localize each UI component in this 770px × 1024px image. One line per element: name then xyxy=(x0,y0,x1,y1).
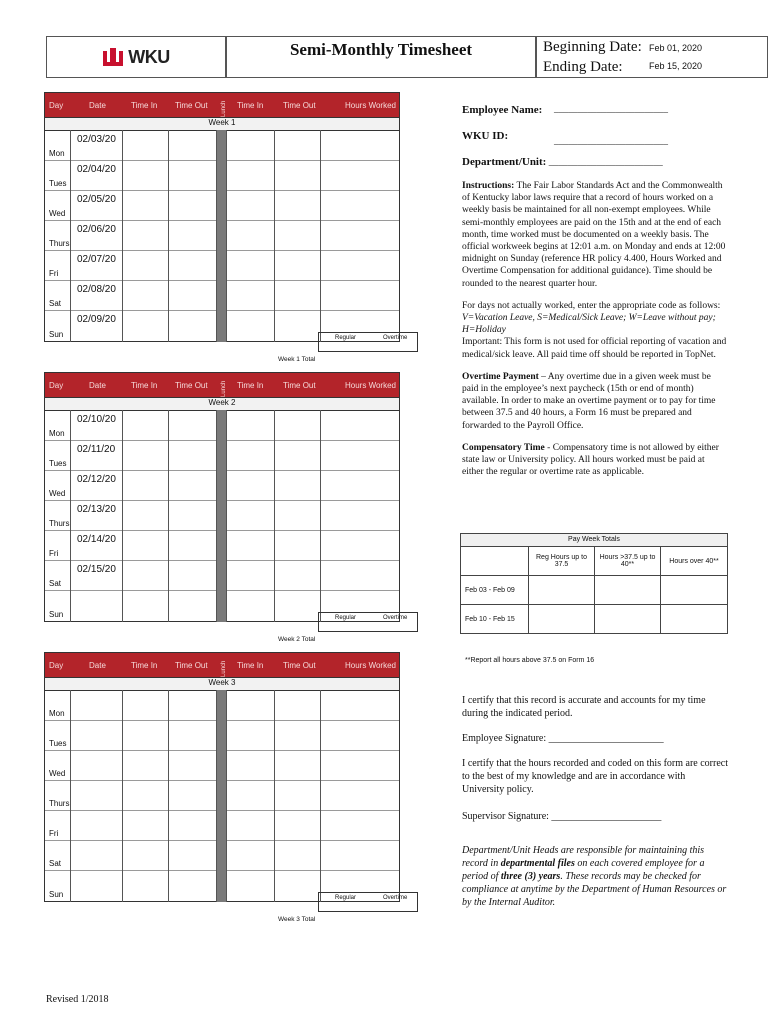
supervisor-cert-text: I certify that the hours recorded and coded on this form are correct to the best of my knowledge and are in accordance with University policy. xyxy=(462,758,728,795)
wku-cupola-icon xyxy=(102,47,124,67)
pay-week-1-over[interactable] xyxy=(661,576,727,604)
regular-label: Regular xyxy=(335,335,357,341)
day-name: Tues xyxy=(49,739,67,748)
day-date[interactable]: 02/06/20 xyxy=(77,224,116,235)
week-label: Week 3 xyxy=(44,678,400,690)
lunch-column xyxy=(216,410,226,622)
ending-date-value[interactable]: Feb 15, 2020 xyxy=(649,61,703,71)
retention-c: on each covered employee for a period of xyxy=(462,858,705,882)
week-totals-box xyxy=(318,892,418,912)
col-time-in: Time In xyxy=(131,101,158,110)
col-hours-worked: Hours Worked xyxy=(345,661,396,670)
col-time-in: Time In xyxy=(131,661,158,670)
col-time-in: Time In xyxy=(131,381,158,390)
retention-notice xyxy=(462,844,728,909)
beginning-date-label: Beginning Date: xyxy=(543,39,642,55)
col-time-out-2: Time Out xyxy=(283,381,316,390)
beginning-date-value[interactable]: Feb 01, 2020 xyxy=(649,43,703,53)
instructions-body: The Fair Labor Standards Act and the Commonwealth of Kentucky labor laws require that a record of hours worked on a weekly basis be maintained for all non-exempt employees. While semi-monthly employees are paid on the 15th and at the end of each month, time worked must be documented on a weekly basis. The official workweek begins at 12:01 a.m. on Monday and ends at 12:00 midnight on Sunday (reference HR policy 4.400, Hours Worked and Overtime Compensation for additional guidance). Time should be rounded to the nearest quarter hour. xyxy=(462,181,726,289)
week-total-label: Week 3 Total xyxy=(278,916,316,923)
form-16-note: **Report all hours above 37.5 on Form 16 xyxy=(465,657,595,664)
column-header-row xyxy=(44,372,400,398)
important-note: Important: This form is not used for official reporting of vacation and medical/sick leave. All paid time off should be reported in TopNet. xyxy=(462,337,727,360)
col-time-out: Time Out xyxy=(175,381,208,390)
day-date[interactable]: 02/10/20 xyxy=(77,414,116,425)
col-day: Day xyxy=(49,101,64,110)
day-date[interactable]: 02/12/20 xyxy=(77,474,116,485)
day-name: Wed xyxy=(49,489,66,498)
reg-hours-header: Reg Hours up to 37.5 xyxy=(529,547,595,575)
column-header-row xyxy=(44,92,400,118)
day-name: Mon xyxy=(49,429,65,438)
instructions-text xyxy=(462,180,728,478)
day-name: Fri xyxy=(49,269,59,278)
date-range xyxy=(536,36,768,78)
col-time-out: Time Out xyxy=(175,661,208,670)
day-name: Tues xyxy=(49,179,67,188)
retention-e: . These records may be checked for compliance at anytime by the Department of Human Resources or by the Internal Auditor. xyxy=(462,871,727,908)
employee-cert-text: I certify that this record is accurate and accounts for my time during the indicated period. xyxy=(462,695,706,719)
col-time-in-2: Time In xyxy=(237,381,264,390)
pay-week-2-mid[interactable] xyxy=(595,605,661,633)
day-name: Sun xyxy=(49,330,64,339)
overtime-lead: Overtime Payment xyxy=(462,371,539,382)
day-name: Thurs xyxy=(49,239,70,248)
day-date[interactable]: 02/14/20 xyxy=(77,534,116,545)
comp-time-lead: Compensatory Time xyxy=(462,442,545,453)
col-lunch: Lunch xyxy=(221,660,227,677)
comp-time-body: - Compensatory time is not allowed by either state law or University policy. All hours worked must be paid at either the regular or overtime rate as applicable. xyxy=(462,442,719,478)
col-time-in-2: Time In xyxy=(237,101,264,110)
day-name: Fri xyxy=(49,549,59,558)
day-date[interactable]: 02/07/20 xyxy=(77,254,116,265)
retention-a: Department/Unit Heads are responsible for maintaining this record in xyxy=(462,845,705,869)
overtime-label: Overtime xyxy=(383,615,408,621)
day-date[interactable]: 02/13/20 xyxy=(77,504,116,515)
page-title: Semi-Monthly Timesheet xyxy=(226,36,536,78)
col-lunch: Lunch xyxy=(221,380,227,397)
col-time-out-2: Time Out xyxy=(283,101,316,110)
col-date: Date xyxy=(89,101,106,110)
col-time-in-2: Time In xyxy=(237,661,264,670)
day-name: Thurs xyxy=(49,799,70,808)
retention-b: departmental files xyxy=(500,858,575,869)
day-date[interactable]: 02/11/20 xyxy=(77,444,116,455)
day-name: Sat xyxy=(49,859,62,868)
week-label: Week 2 xyxy=(44,398,400,410)
day-name: Tues xyxy=(49,459,67,468)
wku-id-label: WKU ID: xyxy=(462,130,509,142)
lunch-column xyxy=(216,130,226,342)
day-date[interactable]: 02/15/20 xyxy=(77,564,116,575)
pay-week-totals-table xyxy=(460,533,728,634)
day-date[interactable]: 02/03/20 xyxy=(77,134,116,145)
revised-footer: Revised 1/2018 xyxy=(46,994,109,1005)
day-name: Wed xyxy=(49,209,66,218)
week-total-label: Week 2 Total xyxy=(278,636,316,643)
logo-text: WKU xyxy=(128,46,170,67)
overtime-label: Overtime xyxy=(383,335,408,341)
day-date[interactable]: 02/09/20 xyxy=(77,314,116,325)
day-name: Mon xyxy=(49,149,65,158)
col-time-out: Time Out xyxy=(175,101,208,110)
col-date: Date xyxy=(89,661,106,670)
col-time-out-2: Time Out xyxy=(283,661,316,670)
pay-week-totals-title: Pay Week Totals xyxy=(461,534,727,547)
employee-name-label: Employee Name: xyxy=(462,104,543,116)
pay-week-2-reg[interactable] xyxy=(529,605,595,633)
instructions-lead: Instructions: xyxy=(462,181,515,191)
day-name: Sun xyxy=(49,890,64,899)
regular-label: Regular xyxy=(335,615,357,621)
regular-label: Regular xyxy=(335,895,357,901)
leave-codes-intro: For days not actually worked, enter the appropriate code as follows: xyxy=(462,300,721,311)
day-date[interactable]: 02/08/20 xyxy=(77,284,116,295)
hours-over-40-header: Hours over 40** xyxy=(669,557,719,565)
pay-week-2-label: Feb 10 - Feb 15 xyxy=(461,605,529,633)
day-date[interactable]: 02/05/20 xyxy=(77,194,116,205)
wku-id-field[interactable]: ________________________ xyxy=(554,137,668,147)
department-field[interactable]: ________________________ xyxy=(548,158,663,168)
col-hours-worked: Hours Worked xyxy=(345,381,396,390)
day-name: Thurs xyxy=(49,519,70,528)
wku-logo xyxy=(46,36,226,78)
day-name: Sun xyxy=(49,610,64,619)
employee-info xyxy=(462,104,728,169)
lunch-column xyxy=(216,690,226,902)
day-name: Sat xyxy=(49,299,62,308)
employee-signature-line[interactable]: Employee Signature: _______________________ xyxy=(462,733,664,744)
overtime-body: – Any overtime due in a given week must be paid in the employee’s next paycheck (15th or end of month) available. In order to make an overtime payment or to pay for time between 37.5 and 40 hours, a Form 16 must be prepared and forwarded to the Payroll Office. xyxy=(462,371,716,431)
column-header-row xyxy=(44,652,400,678)
day-name: Mon xyxy=(49,709,65,718)
hours-37-40-header: Hours >37.5 up to 40** xyxy=(595,547,661,575)
day-name: Sat xyxy=(49,579,62,588)
col-lunch: Lunch xyxy=(221,100,227,117)
day-name: Wed xyxy=(49,769,66,778)
day-date[interactable]: 02/04/20 xyxy=(77,164,116,175)
pay-week-1-label: Feb 03 - Feb 09 xyxy=(461,576,529,604)
overtime-label: Overtime xyxy=(383,895,408,901)
week-totals-box xyxy=(318,332,418,352)
supervisor-signature-line[interactable]: Supervisor Signature: ______________________ xyxy=(462,811,662,822)
pay-week-2-over[interactable] xyxy=(661,605,727,633)
employee-name-field[interactable]: ________________________ xyxy=(554,105,668,115)
ending-date-label: Ending Date: xyxy=(543,59,623,75)
col-day: Day xyxy=(49,381,64,390)
pay-week-1-reg[interactable] xyxy=(529,576,595,604)
week-totals-box xyxy=(318,612,418,632)
col-day: Day xyxy=(49,661,64,670)
week-total-label: Week 1 Total xyxy=(278,356,316,363)
certification xyxy=(462,694,728,823)
col-date: Date xyxy=(89,381,106,390)
department-label: Department/Unit: xyxy=(462,156,547,168)
col-hours-worked: Hours Worked xyxy=(345,101,396,110)
leave-codes: V=Vacation Leave, S=Medical/Sick Leave; W=Leave without pay; H=Holiday xyxy=(462,313,716,336)
week-label: Week 1 xyxy=(44,118,400,130)
retention-d: three (3) years xyxy=(500,871,561,882)
day-name: Fri xyxy=(49,829,59,838)
pay-week-1-mid[interactable] xyxy=(595,576,661,604)
